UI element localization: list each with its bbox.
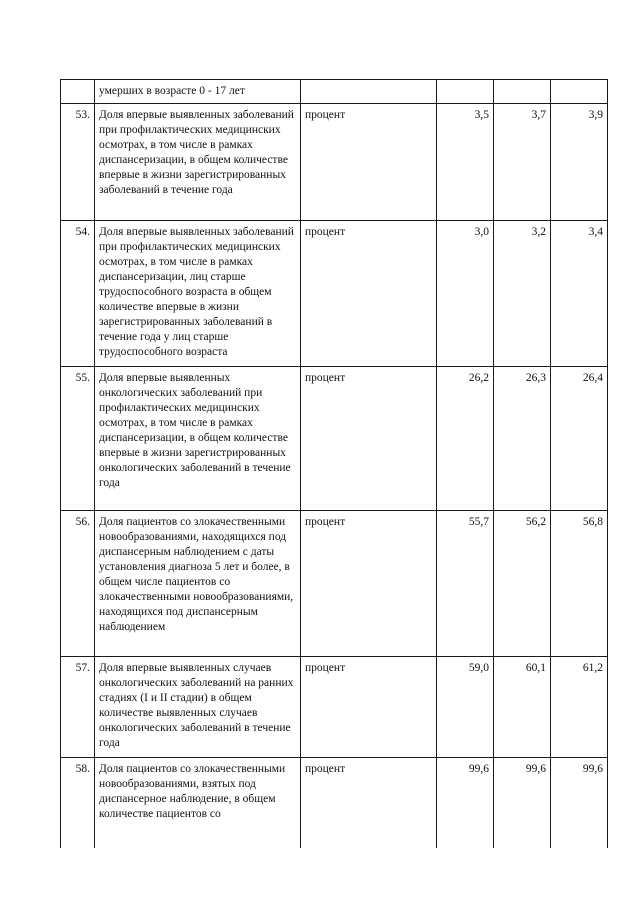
unit-cell: процент	[301, 758, 437, 848]
row-number-cell: 58.	[61, 758, 95, 848]
value-cell-2: 56,2	[494, 511, 551, 657]
value-cell-3: 3,4	[551, 221, 608, 367]
value-cell-1: 3,0	[437, 221, 494, 367]
value-cell-2	[494, 80, 551, 104]
table-row	[61, 657, 608, 758]
indicator-name-cell: Доля впервые выявленных заболеваний при профилактических медицинских осмотрах, в том числе в рамках диспансеризации, лиц старше трудоспособного возраста в общем количестве впервые в жизни зарегистрированных заболеваний в течение года у лиц старше трудоспособного возраста	[95, 221, 301, 367]
table-row	[61, 104, 608, 221]
row-number-cell: 56.	[61, 511, 95, 657]
value-cell-3: 61,2	[551, 657, 608, 758]
table-row	[61, 758, 608, 848]
unit-cell: процент	[301, 104, 437, 221]
value-cell-1: 99,6	[437, 758, 494, 848]
indicator-name-cell: умерших в возрасте 0 - 17 лет	[95, 80, 301, 104]
row-number-cell	[61, 80, 95, 104]
row-number-cell: 53.	[61, 104, 95, 221]
value-cell-3: 56,8	[551, 511, 608, 657]
value-cell-3: 26,4	[551, 367, 608, 511]
value-cell-2: 99,6	[494, 758, 551, 848]
indicator-name-cell: Доля пациентов со злокачественными новообразованиями, взятых под диспансерное наблюдение, в общем количестве пациентов со	[95, 758, 301, 848]
value-cell-2: 3,2	[494, 221, 551, 367]
row-number-cell: 54.	[61, 221, 95, 367]
value-cell-1: 59,0	[437, 657, 494, 758]
unit-cell	[301, 80, 437, 104]
value-cell-2: 26,3	[494, 367, 551, 511]
row-number-cell: 57.	[61, 657, 95, 758]
unit-cell: процент	[301, 657, 437, 758]
indicator-name-cell: Доля впервые выявленных заболеваний при профилактических медицинских осмотрах, в том числе в рамках диспансеризации, в общем количестве впервые в жизни зарегистрированных заболеваний в течение года	[95, 104, 301, 221]
indicators-table	[60, 79, 608, 848]
value-cell-2: 60,1	[494, 657, 551, 758]
value-cell-1	[437, 80, 494, 104]
value-cell-3: 3,9	[551, 104, 608, 221]
table-row	[61, 221, 608, 367]
indicator-name-cell: Доля впервые выявленных случаев онкологических заболеваний на ранних стадиях (I и II стадии) в общем количестве выявленных случаев онкологических заболеваний в течение года	[95, 657, 301, 758]
value-cell-2: 3,7	[494, 104, 551, 221]
table-row	[61, 367, 608, 511]
unit-cell: процент	[301, 511, 437, 657]
unit-cell: процент	[301, 221, 437, 367]
value-cell-1: 3,5	[437, 104, 494, 221]
value-cell-1: 26,2	[437, 367, 494, 511]
value-cell-1: 55,7	[437, 511, 494, 657]
table-row-continuation	[61, 80, 608, 104]
indicator-name-cell: Доля пациентов со злокачественными новообразованиями, находящихся под диспансерным наблюдением с даты установления диагноза 5 лет и более, в общем числе пациентов со злокачественными новообразованиями, находящихся под диспансерным наблюдением	[95, 511, 301, 657]
value-cell-3	[551, 80, 608, 104]
unit-cell: процент	[301, 367, 437, 511]
indicator-name-cell: Доля впервые выявленных онкологических заболеваний при профилактических медицинских осмотрах, в том числе в рамках диспансеризации, в общем количестве впервые в жизни зарегистрированных онкологических заболеваний в течение года	[95, 367, 301, 511]
row-number-cell: 55.	[61, 367, 95, 511]
table-row	[61, 511, 608, 657]
value-cell-3: 99,6	[551, 758, 608, 848]
